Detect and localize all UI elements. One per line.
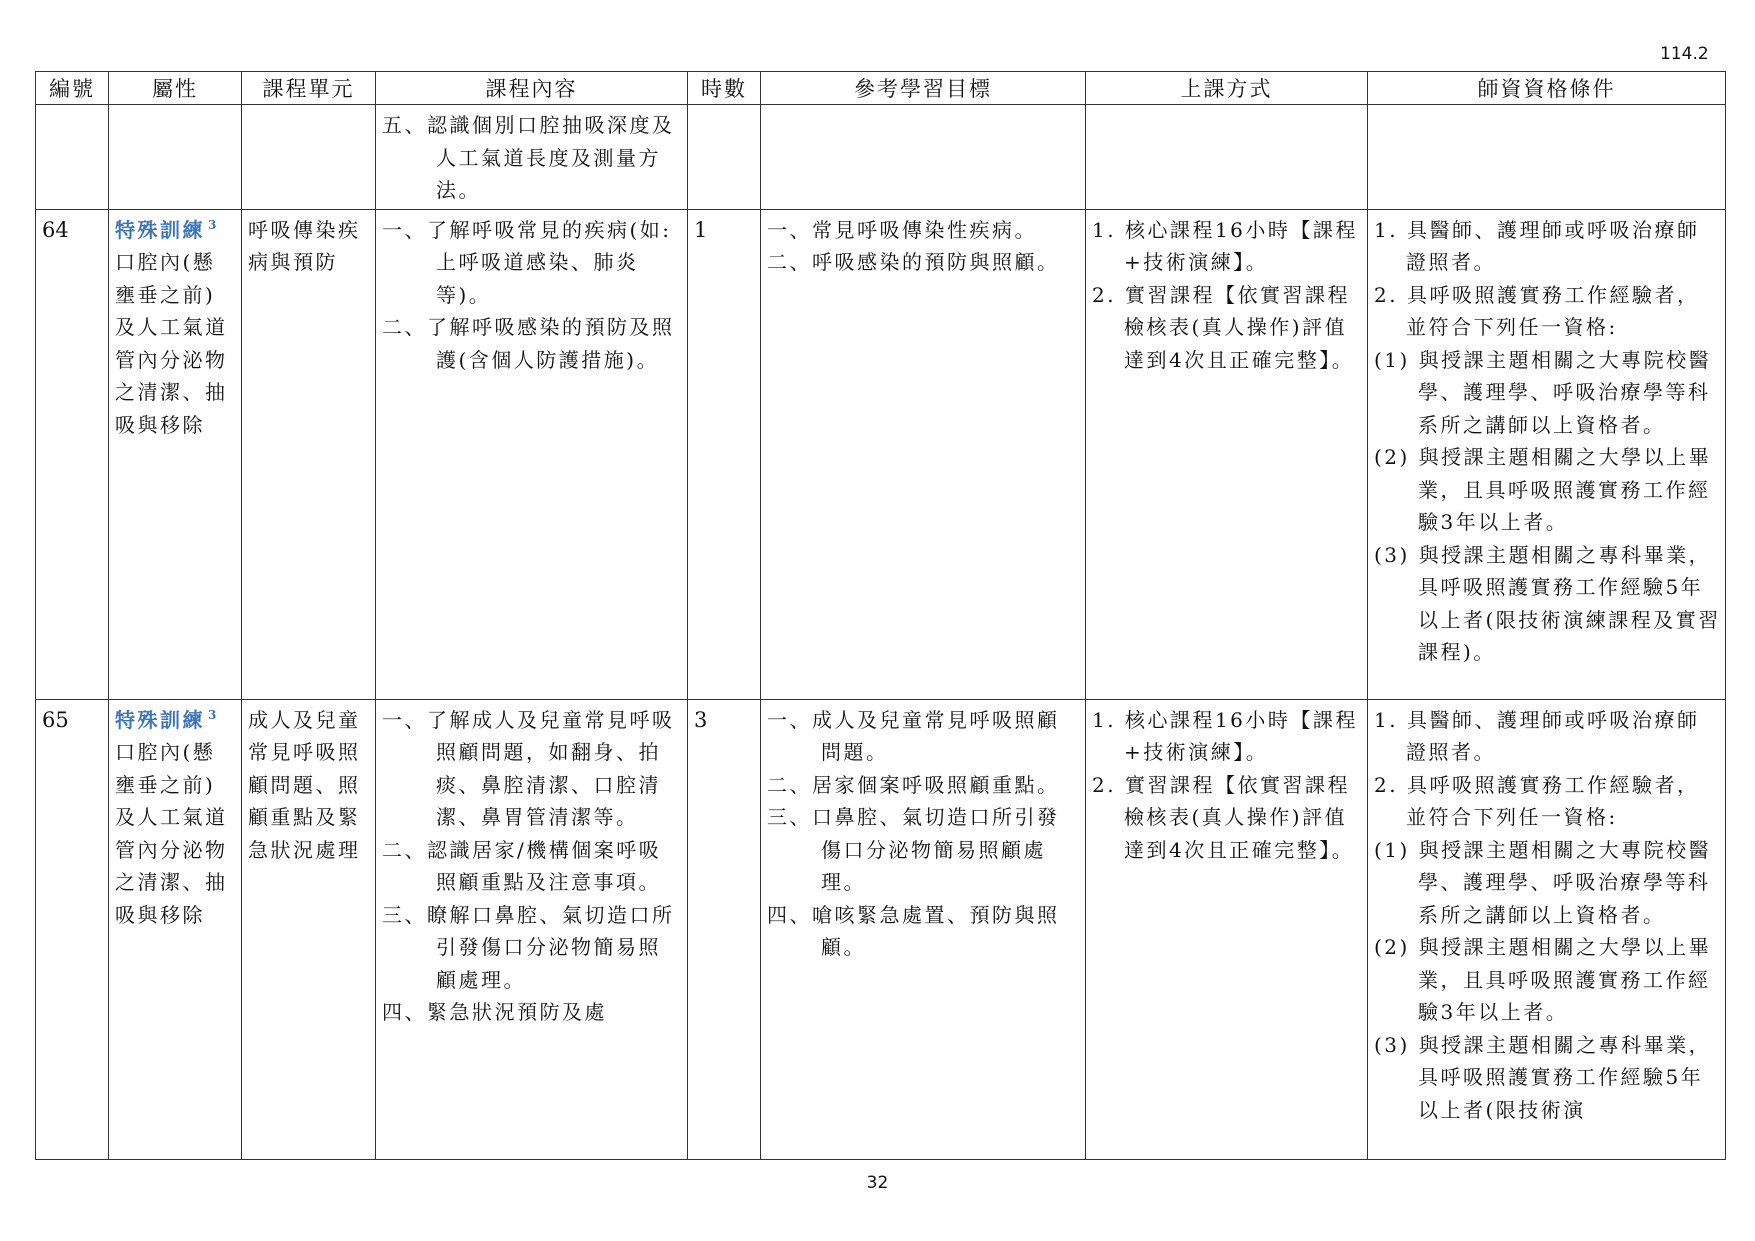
method-item: 1. 核心課程16小時【課程+技術演練】。 xyxy=(1092,217,1358,274)
qualification-item: (1) 與授課主題相關之大專院校醫學、護理學、呼吸治療學等科系所之講師以上資格者。 xyxy=(1374,837,1712,927)
cell-id: 65 xyxy=(36,699,109,1159)
cell-goals xyxy=(761,105,1086,210)
goal-item: 二、呼吸感染的預防與照顧。 xyxy=(767,250,1060,274)
table-row-continuation xyxy=(36,105,1726,210)
cell-content xyxy=(376,209,688,699)
col-header-qualification: 師資資格條件 xyxy=(1368,72,1726,105)
cell-goals xyxy=(761,209,1086,699)
content-item: 三、瞭解口鼻腔、氣切造口所引發傷口分泌物簡易照顧處理。 xyxy=(382,902,675,992)
cell-qualification xyxy=(1368,209,1726,699)
qualification-item: 2. 具呼吸照護實務工作經驗者，並符合下列任一資格: xyxy=(1374,282,1700,339)
qualification-item: (1) 與授課主題相關之大專院校醫學、護理學、呼吸治療學等科系所之講師以上資格者。 xyxy=(1374,347,1712,437)
cell-hours: 3 xyxy=(688,699,761,1159)
cell-unit xyxy=(242,105,376,210)
col-header-method: 上課方式 xyxy=(1086,72,1368,105)
qualification-item: (2) 與授課主題相關之大學以上畢業，且具呼吸照護實務工作經驗3年以上者。 xyxy=(1374,445,1712,534)
header-row xyxy=(36,72,1726,105)
cell-qualification xyxy=(1368,105,1726,210)
col-header-unit: 課程單元 xyxy=(242,72,376,105)
content-item: 二、認識居家/機構個案呼吸照顧重點及注意事項。 xyxy=(382,837,662,894)
cell-unit: 成人及兒童常見呼吸照顧問題、照顧重點及緊急狀況處理 xyxy=(242,699,376,1159)
content-item: 一、了解成人及兒童常見呼吸照顧問題，如翻身、拍痰、鼻腔清潔、口腔清潔、鼻胃管清潔等。 xyxy=(382,707,675,829)
content-item: 二、了解呼吸感染的預防及照護(含個人防護措施)。 xyxy=(382,315,675,372)
page-number: 32 xyxy=(866,1173,889,1193)
cell-method xyxy=(1086,699,1368,1159)
table-row xyxy=(36,699,1726,1159)
cell-content xyxy=(376,105,688,210)
qualification-item: (3) 與授課主題相關之專科畢業，具呼吸照護實務工作經驗5年以上者(限技術演 xyxy=(1374,1032,1712,1122)
method-item: 2. 實習課程【依實習課程檢核表(真人操作)評值達到4次且正確完整】。 xyxy=(1092,772,1355,862)
method-item: 2. 實習課程【依實習課程檢核表(真人操作)評值達到4次且正確完整】。 xyxy=(1092,282,1355,372)
goal-item: 一、常見呼吸傳染性疾病。 xyxy=(767,217,1037,242)
content-item: 五、認識個別口腔抽吸深度及人工氣道長度及測量方法。 xyxy=(382,113,675,202)
content-item: 四、緊急狀況預防及處 xyxy=(382,1000,607,1024)
cell-id xyxy=(36,105,109,210)
attribute-body: 口腔內(懸壅垂之前)及人工氣道管內分泌物之清潔、抽吸與移除 xyxy=(115,250,228,437)
table-row xyxy=(36,209,1726,699)
version-label: 114.2 xyxy=(1660,44,1709,64)
qualification-item: (3) 與授課主題相關之專科畢業，具呼吸照護實務工作經驗5年以上者(限技術演練課程及實習課程)。 xyxy=(1374,542,1721,664)
cell-method xyxy=(1086,105,1368,210)
course-table xyxy=(35,71,1726,1160)
cell-method xyxy=(1086,209,1368,699)
col-header-content: 課程內容 xyxy=(376,72,688,105)
attribute-title: 特殊訓練 xyxy=(115,707,205,732)
cell-attribute xyxy=(109,209,242,699)
cell-goals xyxy=(761,699,1086,1159)
col-header-goals: 參考學習目標 xyxy=(761,72,1086,105)
goal-item: 一、成人及兒童常見呼吸照顧問題。 xyxy=(767,707,1060,764)
footnote-marker: 3 xyxy=(208,217,219,232)
qualification-item: 2. 具呼吸照護實務工作經驗者，並符合下列任一資格: xyxy=(1374,772,1700,829)
cell-attribute xyxy=(109,105,242,210)
content-item: 一、了解呼吸常見的疾病(如:上呼吸道感染、肺炎等)。 xyxy=(382,217,672,307)
attribute-body: 口腔內(懸壅垂之前)及人工氣道管內分泌物之清潔、抽吸與移除 xyxy=(115,740,228,927)
cell-qualification xyxy=(1368,699,1726,1159)
cell-content xyxy=(376,699,688,1159)
cell-attribute xyxy=(109,699,242,1159)
col-header-hours: 時數 xyxy=(688,72,761,105)
goal-item: 三、口鼻腔、氣切造口所引發傷口分泌物簡易照顧處理。 xyxy=(767,805,1060,894)
qualification-item: 1. 具醫師、護理師或呼吸治療師證照者。 xyxy=(1374,707,1700,764)
cell-hours xyxy=(688,105,761,210)
goal-item: 四、嗆咳緊急處置、預防與照顧。 xyxy=(767,902,1060,959)
qualification-item: 1. 具醫師、護理師或呼吸治療師證照者。 xyxy=(1374,217,1700,274)
footnote-marker: 3 xyxy=(208,707,219,722)
col-header-attribute: 屬性 xyxy=(109,72,242,105)
col-header-id: 編號 xyxy=(36,72,109,105)
cell-id: 64 xyxy=(36,209,109,699)
cell-hours: 1 xyxy=(688,209,761,699)
cell-unit: 呼吸傳染疾病與預防 xyxy=(242,209,376,699)
qualification-item: (2) 與授課主題相關之大學以上畢業，且具呼吸照護實務工作經驗3年以上者。 xyxy=(1374,935,1712,1024)
method-item: 1. 核心課程16小時【課程+技術演練】。 xyxy=(1092,707,1358,764)
goal-item: 二、居家個案呼吸照顧重點。 xyxy=(767,772,1060,797)
attribute-title: 特殊訓練 xyxy=(115,217,205,242)
